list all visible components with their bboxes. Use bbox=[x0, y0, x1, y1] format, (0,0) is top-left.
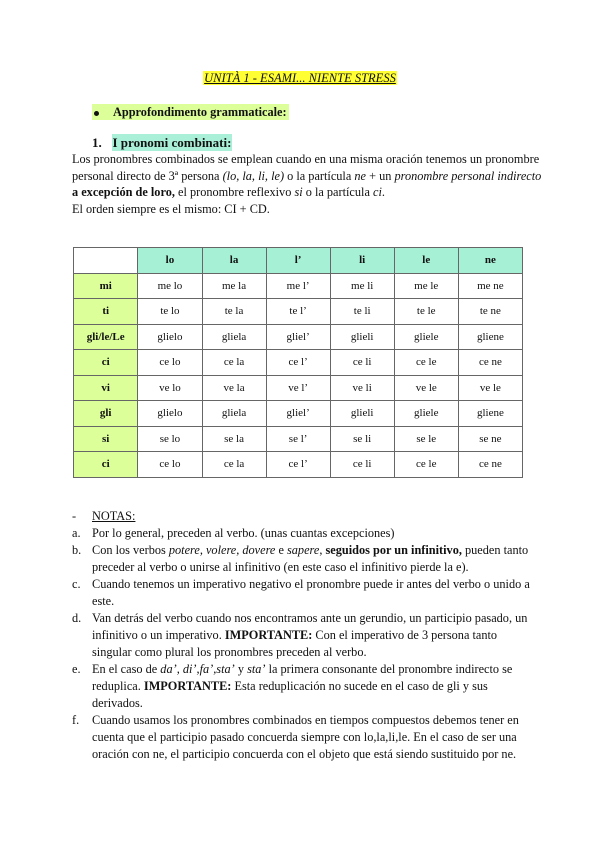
table-cell: se l’ bbox=[266, 426, 330, 452]
table-cell: se li bbox=[330, 426, 394, 452]
italic-text: (lo, la, li, le) bbox=[222, 168, 285, 183]
italic-text: pronombre personal indirecto bbox=[394, 168, 542, 183]
column-header: l’ bbox=[266, 248, 330, 274]
bold-text: a excepción de loro, bbox=[72, 185, 175, 199]
table-cell: gliela bbox=[202, 401, 266, 427]
intro-order: El orden siempre es el mismo: CI + CD. bbox=[72, 201, 270, 216]
note-label: c. bbox=[72, 577, 81, 591]
table-cell: ce lo bbox=[138, 350, 202, 376]
table-cell: se le bbox=[394, 426, 458, 452]
intro-text bbox=[72, 151, 542, 201]
text-segment: Con los verbos bbox=[92, 543, 169, 557]
text-segment: pueden tanto preceder al verbo o unirse al infinitivo (en este caso el infinitivo pierde la e). bbox=[92, 543, 529, 574]
row-header: ci bbox=[74, 350, 138, 376]
pronouns-table bbox=[73, 247, 523, 478]
text-segment: Cuando tenemos un imperativo negativo el pronombre puede ir antes del verbo o unido a este. bbox=[92, 577, 530, 608]
document-title bbox=[0, 71, 600, 86]
notes-heading-text: NOTAS: bbox=[92, 509, 136, 523]
table-cell: gliene bbox=[458, 401, 522, 427]
table-cell: se la bbox=[202, 426, 266, 452]
text-segment: Esta reduplicación no sucede en el caso de gli y sus derivados. bbox=[92, 679, 488, 710]
table-cell: ce ne bbox=[458, 452, 522, 478]
table-cell: gliel’ bbox=[266, 324, 330, 350]
text-segment: Por lo general, preceden al verbo. (unas cuantas excepciones) bbox=[92, 526, 395, 540]
table-cell: me la bbox=[202, 273, 266, 299]
table-header-row bbox=[74, 248, 523, 274]
column-header: le bbox=[394, 248, 458, 274]
table-cell: se lo bbox=[138, 426, 202, 452]
note-item bbox=[72, 610, 532, 661]
text-segment: Van detrás del verbo cuando nos encontramos ante un gerundio, un participio pasado, un infinitivo o un imperativo. bbox=[92, 611, 528, 642]
heading-number: 1. bbox=[92, 135, 102, 150]
table-cell: me li bbox=[330, 273, 394, 299]
note-label: a. bbox=[72, 526, 81, 540]
text-segment: e bbox=[275, 543, 287, 557]
italic-text: si bbox=[294, 185, 303, 199]
table-cell: se ne bbox=[458, 426, 522, 452]
table-cell: ve le bbox=[394, 375, 458, 401]
row-header: ci bbox=[74, 452, 138, 478]
table-cell: gliene bbox=[458, 324, 522, 350]
table-cell: ve l’ bbox=[266, 375, 330, 401]
section-bullet bbox=[92, 105, 289, 120]
table-cell: me lo bbox=[138, 273, 202, 299]
table-cell: ce lo bbox=[138, 452, 202, 478]
table-cell: glieli bbox=[330, 324, 394, 350]
column-header: la bbox=[202, 248, 266, 274]
text-segment: Los pronombres combinados se emplean cuando en una misma oración tenemos un pronombre personal directo de 3ª persona bbox=[72, 152, 540, 183]
heading-text: I pronomi combinati: bbox=[112, 135, 232, 150]
italic-text: sapere bbox=[287, 543, 320, 557]
column-header: li bbox=[330, 248, 394, 274]
table-cell: me ne bbox=[458, 273, 522, 299]
intro-paragraph bbox=[72, 151, 542, 217]
notes-heading bbox=[72, 508, 532, 525]
table-row bbox=[74, 375, 523, 401]
note-label: f. bbox=[72, 713, 80, 727]
table-cell: ve le bbox=[458, 375, 522, 401]
table-cell: ce li bbox=[330, 350, 394, 376]
table-cell: te la bbox=[202, 299, 266, 325]
note-item bbox=[72, 712, 532, 763]
table-cell: glieli bbox=[330, 401, 394, 427]
bold-text: seguidos por un infinitivo, bbox=[325, 543, 462, 557]
section-bullet-highlight bbox=[92, 104, 289, 120]
note-item bbox=[72, 661, 532, 712]
table-cell: ve lo bbox=[138, 375, 202, 401]
table-cell: te le bbox=[394, 299, 458, 325]
table-cell: ce le bbox=[394, 350, 458, 376]
table-row bbox=[74, 401, 523, 427]
table-cell: gliela bbox=[202, 324, 266, 350]
italic-text: ne bbox=[354, 168, 366, 183]
bold-text: IMPORTANTE: bbox=[224, 628, 313, 642]
text-segment: En el caso de bbox=[92, 662, 161, 676]
table-row bbox=[74, 426, 523, 452]
table-cell: te lo bbox=[138, 299, 202, 325]
table-row bbox=[74, 273, 523, 299]
notes-list bbox=[72, 508, 532, 763]
table-cell: ce le bbox=[394, 452, 458, 478]
text-segment: Cuando usamos los pronombres combinados en tiempos compuestos debemos tener en cuenta que el participio pasado concuerda siempre con lo,la,li,le. En el caso de ser una oración con ne, el participio concuerda con el objeto que está siendo sustituido por ne. bbox=[92, 713, 519, 761]
table-row bbox=[74, 350, 523, 376]
table-cell: gliele bbox=[394, 324, 458, 350]
table-cell: ve la bbox=[202, 375, 266, 401]
table-row bbox=[74, 452, 523, 478]
table-cell: gliele bbox=[394, 401, 458, 427]
table-cell: ce la bbox=[202, 452, 266, 478]
note-label: d. bbox=[72, 611, 82, 625]
table-cell: ce la bbox=[202, 350, 266, 376]
text-segment: la primera consonante del pronombre indirecto se reduplica. bbox=[92, 662, 513, 693]
text-segment: o la partícula bbox=[302, 185, 373, 199]
column-header: ne bbox=[458, 248, 522, 274]
table-cell: te ne bbox=[458, 299, 522, 325]
text-segment: Con el imperativo de 3 persona tanto singular como plural los pronombres preceden al verbo. bbox=[92, 628, 498, 659]
text-segment: . bbox=[381, 185, 385, 199]
table-cell: ce li bbox=[330, 452, 394, 478]
table-cell: te li bbox=[330, 299, 394, 325]
text-segment: , bbox=[319, 543, 326, 557]
note-label: e. bbox=[72, 662, 81, 676]
row-header: gli bbox=[74, 401, 138, 427]
table-row bbox=[74, 324, 523, 350]
table-cell: ce l’ bbox=[266, 452, 330, 478]
bold-text: IMPORTANTE: bbox=[143, 679, 232, 693]
table-cell: ce ne bbox=[458, 350, 522, 376]
table-cell: glielo bbox=[138, 324, 202, 350]
text-segment: o la partícula bbox=[284, 168, 355, 183]
table-cell: me le bbox=[394, 273, 458, 299]
corner-cell bbox=[74, 248, 138, 274]
italic-text: ci bbox=[372, 185, 382, 199]
italic-text: potere, volere, dovere bbox=[168, 543, 276, 557]
table-cell: me l’ bbox=[266, 273, 330, 299]
text-segment: + un bbox=[366, 168, 395, 183]
note-item bbox=[72, 542, 532, 576]
table-cell: te l’ bbox=[266, 299, 330, 325]
notes-marker: - bbox=[72, 509, 77, 523]
section-bullet-text: Approfondimento grammaticale: bbox=[113, 105, 287, 119]
table-cell: ce l’ bbox=[266, 350, 330, 376]
table-cell: glielo bbox=[138, 401, 202, 427]
note-label: b. bbox=[72, 543, 82, 557]
text-segment: y bbox=[234, 662, 248, 676]
column-header: lo bbox=[138, 248, 202, 274]
row-header: mi bbox=[74, 273, 138, 299]
bullet-icon bbox=[94, 111, 99, 116]
note-item bbox=[72, 525, 532, 542]
note-item bbox=[72, 576, 532, 610]
heading bbox=[92, 135, 232, 151]
row-header: gli/le/Le bbox=[74, 324, 138, 350]
row-header: ti bbox=[74, 299, 138, 325]
title-text: UNITÀ 1 - ESAMI... NIENTE STRESS bbox=[204, 71, 396, 85]
italic-text: da’, di’,fa’,sta’ bbox=[160, 662, 235, 676]
italic-text: sta’ bbox=[247, 662, 266, 676]
row-header: vi bbox=[74, 375, 138, 401]
table-cell: gliel’ bbox=[266, 401, 330, 427]
text-segment: el pronombre reflexivo bbox=[174, 185, 295, 199]
row-header: si bbox=[74, 426, 138, 452]
table-row bbox=[74, 299, 523, 325]
table-cell: ve li bbox=[330, 375, 394, 401]
